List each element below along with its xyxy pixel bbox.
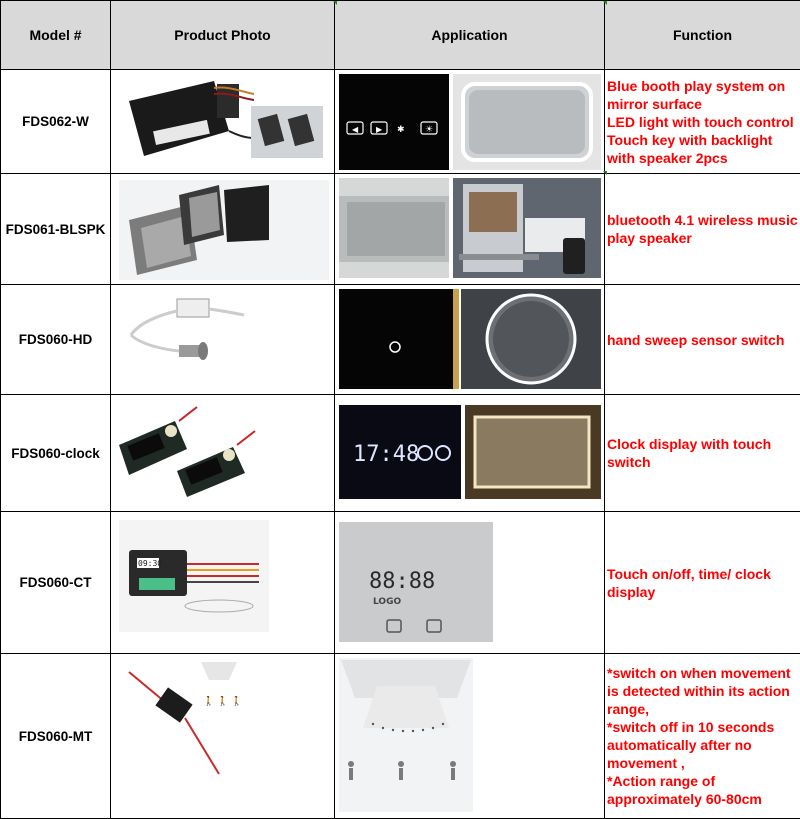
product-photo [119,658,245,780]
cell-marker [603,1,607,5]
table-row [1,395,800,512]
product-photo [119,520,269,632]
function-line: mirror surface [607,95,702,112]
model-cell: FDS060-MT [1,654,111,819]
application-photo [339,289,601,389]
model-cell: FDS062-W [1,70,111,174]
function-cell [605,285,800,395]
table-row [1,285,800,395]
table-row [1,512,800,654]
product-photo-cell [111,395,335,512]
function-line: bluetooth 4.1 wireless music [607,212,798,228]
svg-text:☀: ☀ [425,125,434,135]
application-cell [335,70,605,174]
function-line: *switch off in 10 seconds [607,719,775,735]
table-row [1,70,800,174]
model-cell: FDS060-clock [1,395,111,512]
function-line: hand sweep sensor switch [607,331,785,348]
header-product-photo: Product Photo [111,1,335,70]
application-cell [335,174,605,285]
header-function: Function [605,1,800,70]
product-photo-cell [111,70,335,174]
function-line: switch [607,454,651,470]
model-cell: FDS061-BLSPK [1,174,111,285]
function-line: is detected within its action [607,683,790,699]
product-photo-cell [111,654,335,819]
product-photo [119,76,331,168]
product-photo-cell [111,512,335,654]
product-photo-cell [111,174,335,285]
function-line: *Action range of [607,773,716,789]
function-line: Blue booth play system on [607,77,786,94]
function-line: play speaker [607,230,692,246]
model-cell: FDS060-HD [1,285,111,395]
function-cell [605,395,800,512]
model-cell: FDS060-CT [1,512,111,654]
function-line: range, [607,701,650,717]
function-line: display [607,583,656,600]
function-cell [605,174,800,285]
application-photo [339,178,601,278]
application-photo [339,658,473,812]
table-row [1,174,800,285]
function-line: with speaker 2pcs [607,149,728,166]
application-photo [339,522,493,642]
application-cell [335,654,605,819]
function-line: LED light with touch control [607,113,794,130]
cell-marker [333,1,337,5]
cell-marker [603,171,607,175]
svg-text:✱: ✱ [397,125,405,135]
svg-text:▶: ▶ [376,125,383,134]
function-line: *switch on when movement [607,665,791,681]
function-cell [605,654,800,819]
function-cell [605,70,800,174]
header-model: Model # [1,1,111,70]
svg-text:◀: ◀ [352,125,359,134]
ct-small-readout: 09:30 [138,559,163,568]
header-row [1,1,800,70]
table-row [1,654,800,819]
product-photo [119,401,259,497]
clock-digits: 17:48 [353,442,420,467]
svg-text:🚶 🚶 🚶: 🚶 🚶 🚶 [203,697,243,707]
function-cell [605,512,800,654]
function-line: approximately 60-80cm [607,791,762,807]
function-line: Clock display with touch [607,436,772,452]
function-line: Touch key with backlight [607,131,773,148]
product-photo [119,293,249,377]
application-cell [335,285,605,395]
application-photo [339,405,601,499]
product-photo-cell [111,285,335,395]
application-cell [335,512,605,654]
function-line: automatically after no [607,737,752,753]
product-photo [119,180,329,280]
function-line: movement , [607,755,685,771]
header-application: Application [335,1,605,70]
logo-text: LOGO [373,597,402,607]
application-photo [339,74,601,170]
ct-digits: 88:88 [369,569,436,594]
application-cell [335,395,605,512]
function-line: Touch on/off, time/ clock [607,565,771,582]
